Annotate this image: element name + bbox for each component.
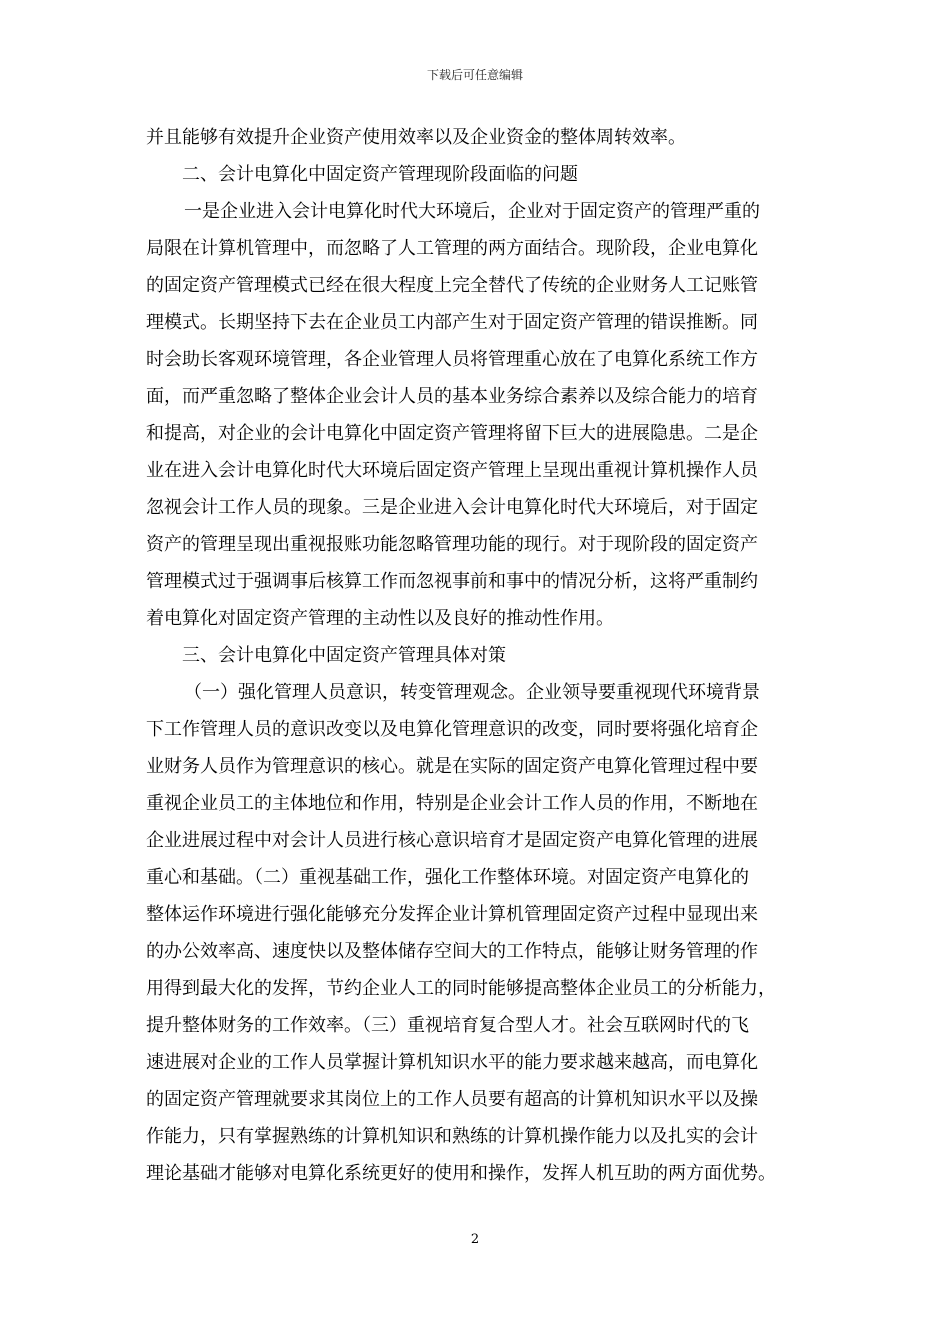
text-line: 管理模式过于强调事后核算工作而忽视事前和事中的情况分析，这将严重制约: [146, 571, 758, 592]
text-line: 一是企业进入会计电算化时代大环境后，企业对于固定资产的管理严重的: [184, 201, 760, 222]
text-line: 业财务人员作为管理意识的核心。就是在实际的固定资产电算化管理过程中要: [146, 756, 758, 777]
text-line: 整体运作环境进行强化能够充分发挥企业计算机管理固定资产过程中显现出来: [146, 904, 758, 925]
text-line: 重视企业员工的主体地位和作用，特别是企业会计工作人员的作用，不断地在: [146, 793, 758, 814]
text-line: （一）强化管理人员意识，转变管理观念。企业领导要重视现代环境背景: [184, 682, 760, 703]
text-line: 和提高，对企业的会计电算化中固定资产管理将留下巨大的进展隐患。二是企: [146, 423, 758, 444]
text-line: 理论基础才能够对电算化系统更好的使用和操作，发挥人机互助的两方面优势。: [146, 1163, 776, 1184]
text-line: 下工作管理人员的意识改变以及电算化管理意识的改变，同时要将强化培育企: [146, 719, 758, 740]
page-number: 2: [470, 1232, 480, 1247]
text-line: 企业进展过程中对会计人员进行核心意识培育才是固定资产电算化管理的进展: [146, 830, 758, 851]
text-line: 时会助长客观环境管理，各企业管理人员将管理重心放在了电算化系统工作方: [146, 349, 758, 370]
text-line: 的办公效率高、速度快以及整体储存空间大的工作特点，能够让财务管理的作: [146, 941, 758, 962]
text-line: 资产的管理呈现出重视报账功能忽略管理功能的现行。对于现阶段的固定资产: [146, 534, 758, 555]
text-line: 重心和基础。（二）重视基础工作，强化工作整体环境。对固定资产电算化的: [146, 867, 749, 888]
text-line: 面，而严重忽略了整体企业会计人员的基本业务综合素养以及综合能力的培育: [146, 386, 758, 407]
text-line: 业在进入会计电算化时代大环境后固定资产管理上呈现出重视计算机操作人员: [146, 460, 758, 481]
section-heading: 三、会计电算化中固定资产管理具体对策: [182, 645, 506, 666]
text-line: 忽视会计工作人员的现象。三是企业进入会计电算化时代大环境后，对于固定: [146, 497, 758, 518]
body-text: [146, 119, 806, 1192]
page-header: 下载后可任意编辑: [426, 68, 523, 82]
text-line: 用得到最大化的发挥，节约企业人工的同时能够提高整体企业员工的分析能力，: [146, 978, 776, 999]
text-line: 的固定资产管理模式已经在很大程度上完全替代了传统的企业财务人工记账管: [146, 275, 758, 296]
text-line: 并且能够有效提升企业资产使用效率以及企业资金的整体周转效率。: [146, 127, 686, 148]
text-line: 着电算化对固定资产管理的主动性以及良好的推动性作用。: [146, 608, 614, 629]
section-heading: 二、会计电算化中固定资产管理现阶段面临的问题: [182, 164, 578, 185]
text-line: 提升整体财务的工作效率。（三）重视培育复合型人才。社会互联网时代的飞: [146, 1015, 749, 1036]
text-line: 局限在计算机管理中，而忽略了人工管理的两方面结合。现阶段，企业电算化: [146, 238, 758, 259]
text-line: 速进展对企业的工作人员掌握计算机知识水平的能力要求越来越高，而电算化: [146, 1052, 758, 1073]
text-line: 的固定资产管理就要求其岗位上的工作人员要有超高的计算机知识水平以及操: [146, 1089, 758, 1110]
text-line: 作能力，只有掌握熟练的计算机知识和熟练的计算机操作能力以及扎实的会计: [146, 1126, 758, 1147]
text-line: 理模式。长期坚持下去在企业员工内部产生对于固定资产管理的错误推断。同: [146, 312, 758, 333]
